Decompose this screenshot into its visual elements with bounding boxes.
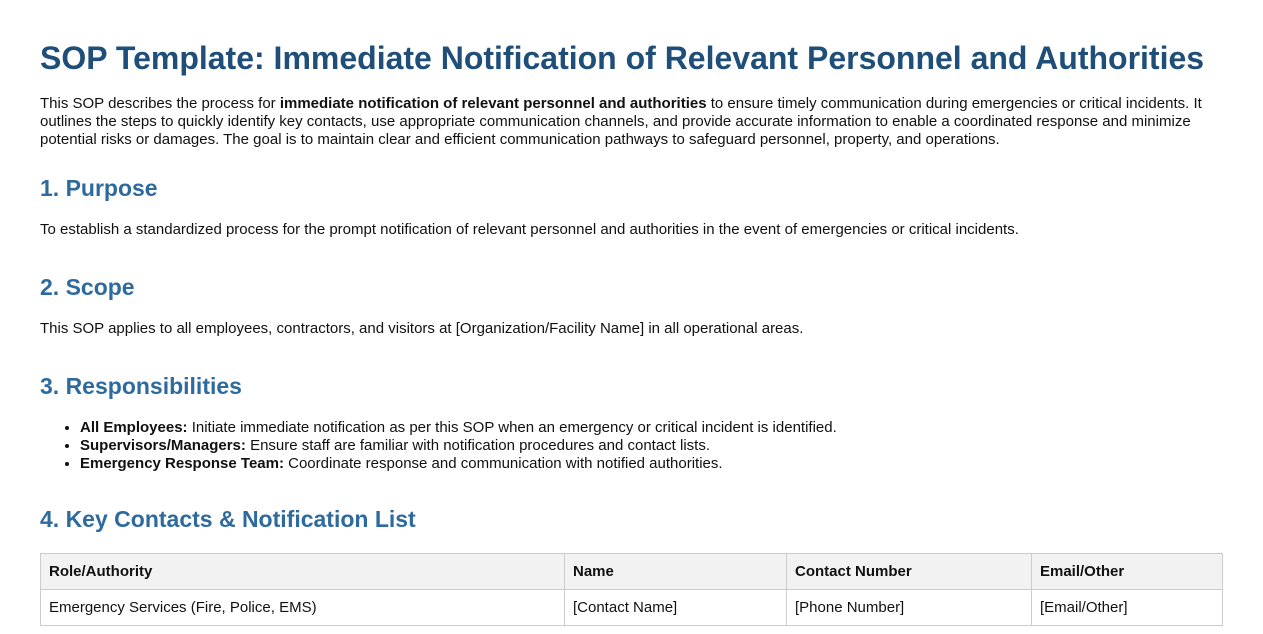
responsibilities-list <box>40 419 1223 473</box>
responsibilities-heading: 3. Responsibilities <box>40 373 242 399</box>
responsibility-text: Coordinate response and communication with notified authorities. <box>283 455 723 472</box>
list-item <box>80 455 1223 473</box>
contacts-heading: 4. Key Contacts & Notification List <box>40 506 416 532</box>
purpose-heading: 1. Purpose <box>40 175 158 201</box>
column-header: Email/Other <box>1032 554 1223 590</box>
scope-text: This SOP applies to all employees, contractors, and visitors at [Organization/Facility Name] in all operational areas. <box>40 320 804 337</box>
scope-heading: 2. Scope <box>40 274 135 300</box>
table-cell: [Contact Name] <box>565 590 787 626</box>
table-cell: [Phone Number] <box>787 590 1032 626</box>
column-header: Contact Number <box>787 554 1032 590</box>
list-item <box>80 419 1223 437</box>
intro-bold: immediate notification of relevant personnel and authorities <box>279 95 707 112</box>
table-header-row <box>41 554 1223 590</box>
intro-suffix: to ensure timely communication during emergencies or critical incidents. It outlines the steps to quickly identify key contacts, use appropriate communication channels, and provide accurate information to enable a coordinated response and minimize potential risks or damages. The goal is to maintain clear and efficient communication pathways to safeguard personnel, property, and operations. <box>40 95 1202 148</box>
page-title: SOP Template: Immediate Notification of Relevant Personnel and Authorities <box>40 40 1205 76</box>
responsibility-label: All Employees: <box>80 419 188 436</box>
responsibility-label: Emergency Response Team: <box>80 455 284 472</box>
column-header: Name <box>565 554 787 590</box>
responsibility-text: Initiate immediate notification as per this SOP when an emergency or critical incident is identified. <box>187 419 837 436</box>
responsibility-text: Ensure staff are familiar with notification procedures and contact lists. <box>245 437 711 454</box>
table-row <box>41 590 1223 626</box>
purpose-text: To establish a standardized process for the prompt notification of relevant personnel and authorities in the event of emergencies or critical incidents. <box>40 221 1019 238</box>
list-item <box>80 437 1223 455</box>
intro-prefix: This SOP describes the process for <box>40 95 280 112</box>
column-header: Role/Authority <box>41 554 565 590</box>
contacts-table <box>40 553 1223 626</box>
table-cell: Emergency Services (Fire, Police, EMS) <box>41 590 565 626</box>
intro-paragraph <box>40 95 1210 149</box>
table-cell: [Email/Other] <box>1032 590 1223 626</box>
responsibility-label: Supervisors/Managers: <box>80 437 246 454</box>
